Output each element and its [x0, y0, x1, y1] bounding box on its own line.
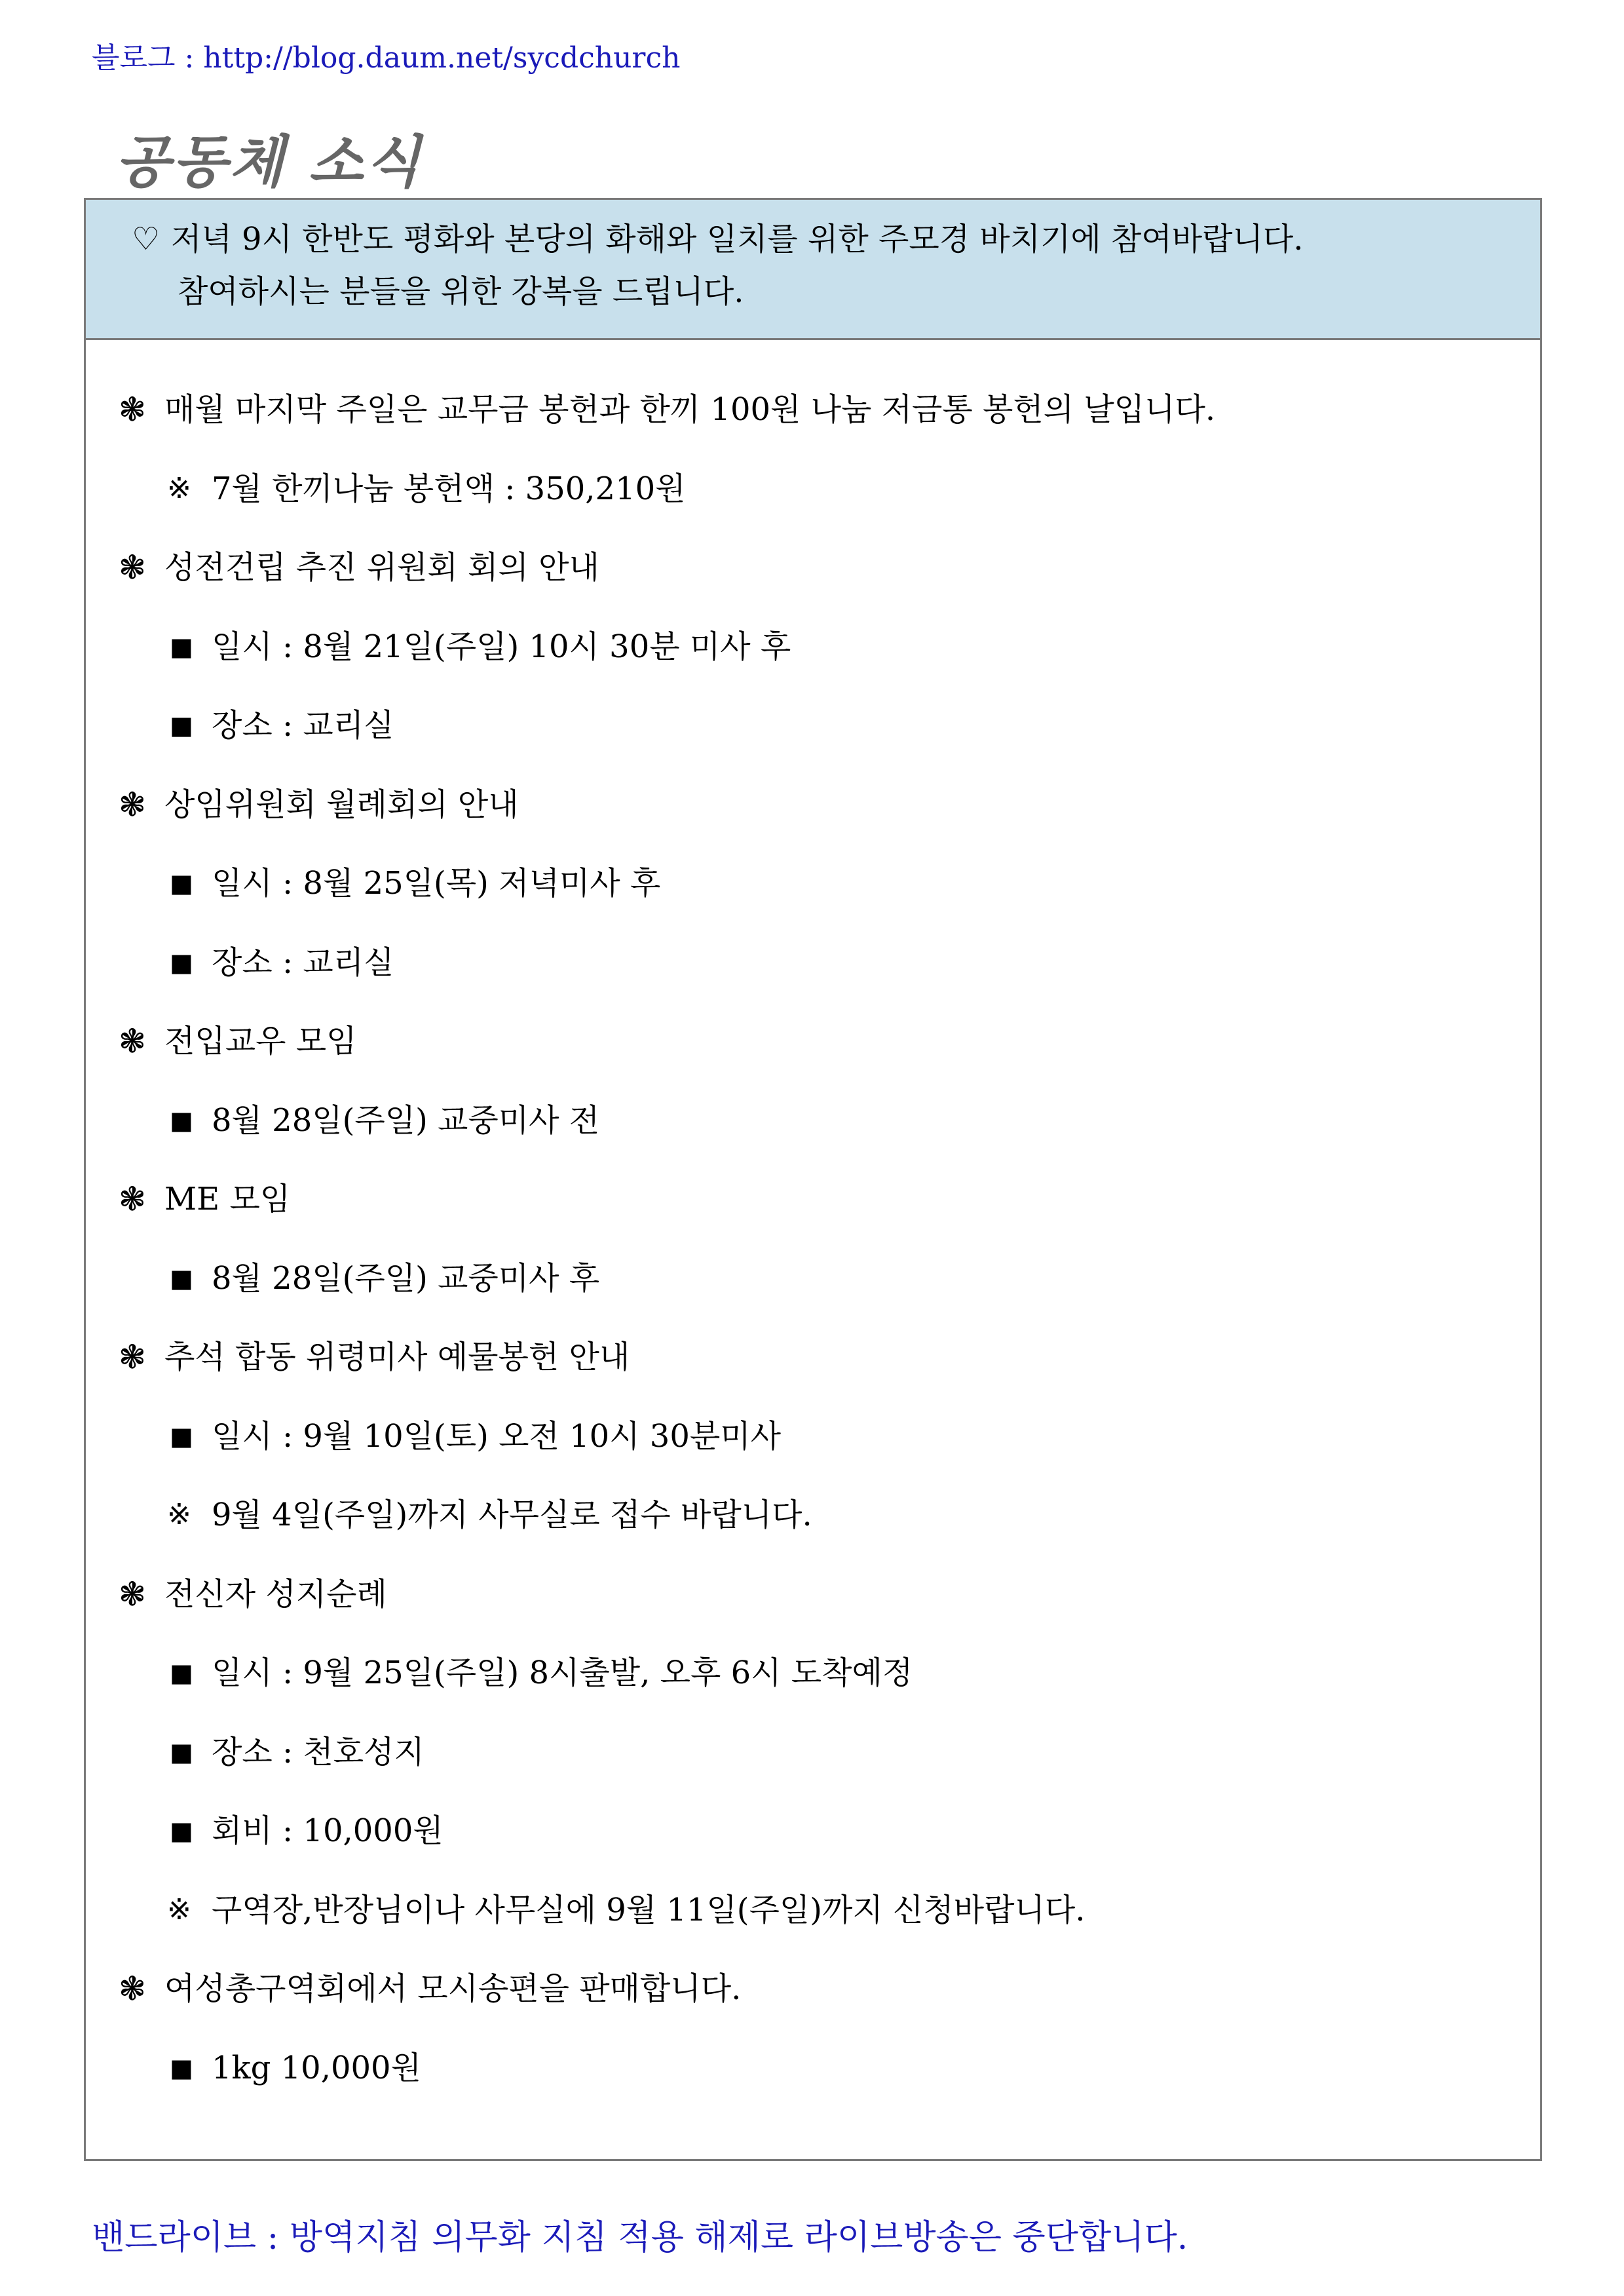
- news-item-text: 일시 : 9월 25일(주일) 8시출발, 오후 6시 도착예정: [212, 1655, 913, 1691]
- news-detail-item: [86, 1259, 1540, 1338]
- reference-mark-icon: ※: [167, 471, 191, 505]
- square-bullet-icon: ■: [170, 869, 193, 898]
- news-item-text: 매월 마지막 주일은 교무금 봉헌과 한끼 100원 나눔 저금통 봉헌의 날입니다.: [164, 391, 1216, 428]
- news-heading-item: [86, 1337, 1540, 1417]
- news-detail-item: [86, 1811, 1540, 1890]
- square-bullet-icon: ■: [170, 1105, 193, 1135]
- news-frame: [84, 198, 1542, 2161]
- news-item-text: 장소 : 교리실: [212, 944, 394, 981]
- flower-bullet-icon: ❃: [119, 1575, 146, 1613]
- news-heading-item: [86, 1179, 1540, 1259]
- news-item-text: 일시 : 9월 10일(토) 오전 10시 30분미사: [212, 1417, 781, 1455]
- news-item-text: 1kg 10,000원: [212, 2049, 421, 2086]
- news-item-text: ME 모임: [164, 1181, 291, 1217]
- square-bullet-icon: ■: [170, 1816, 193, 1845]
- news-heading-item: [86, 1022, 1540, 1101]
- prayer-notice-box: [86, 200, 1540, 340]
- news-detail-item: [86, 1417, 1540, 1496]
- flower-bullet-icon: ❃: [119, 548, 146, 586]
- news-item-text: 구역장,반장님이나 사무실에 9월 11일(주일)까지 신청바랍니다.: [212, 1891, 1086, 1928]
- news-item-text: 일시 : 8월 21일(주일) 10시 30분 미사 후: [212, 628, 791, 665]
- news-detail-item: [86, 627, 1540, 706]
- news-list: [86, 390, 1540, 2127]
- news-item-text: 장소 : 교리실: [212, 707, 394, 744]
- notice-line-1: [132, 220, 1304, 259]
- notice-line-2: 참여하시는 분들을 위한 강복을 드립니다.: [178, 273, 744, 310]
- news-detail-item: [86, 706, 1540, 785]
- news-note-item: [86, 1890, 1540, 1970]
- blog-address: 블로그 : http://blog.daum.net/sycdchurch: [92, 41, 681, 75]
- news-item-text: 7월 한끼나눔 봉헌액 : 350,210원: [212, 470, 686, 507]
- square-bullet-icon: ■: [170, 1737, 193, 1767]
- square-bullet-icon: ■: [170, 947, 193, 977]
- flower-bullet-icon: ❃: [119, 1180, 146, 1218]
- news-item-text: 상임위원회 월례회의 안내: [164, 786, 519, 823]
- flower-bullet-icon: ❃: [119, 785, 146, 824]
- flower-bullet-icon: ❃: [119, 391, 146, 429]
- news-item-text: 전입교우 모임: [164, 1023, 357, 1060]
- news-detail-item: [86, 1732, 1540, 1812]
- news-heading-item: [86, 785, 1540, 864]
- square-bullet-icon: ■: [170, 1658, 193, 1687]
- square-bullet-icon: ■: [170, 632, 193, 661]
- flower-bullet-icon: ❃: [119, 1970, 146, 2008]
- news-heading-item: [86, 1575, 1540, 1654]
- news-item-text: 8월 28일(주일) 교중미사 후: [212, 1259, 600, 1297]
- news-heading-item: [86, 548, 1540, 627]
- news-item-text: 전신자 성지순례: [164, 1575, 387, 1613]
- news-item-text: 성전건립 추진 위원회 회의 안내: [164, 549, 599, 586]
- news-detail-item: [86, 1653, 1540, 1732]
- square-bullet-icon: ■: [170, 711, 193, 740]
- news-item-text: 장소 : 천호성지: [212, 1733, 425, 1770]
- news-note-item: [86, 469, 1540, 548]
- square-bullet-icon: ■: [170, 1263, 193, 1293]
- news-item-text: 8월 28일(주일) 교중미사 전: [212, 1101, 600, 1139]
- reference-mark-icon: ※: [167, 1498, 191, 1531]
- news-item-text: 추석 합동 위령미사 예물봉헌 안내: [164, 1339, 630, 1375]
- news-item-text: 여성총구역회에서 모시송편을 판매합니다.: [164, 1970, 742, 2007]
- news-note-item: [86, 1495, 1540, 1575]
- news-detail-item: [86, 864, 1540, 943]
- page-title: 공동체 소식: [115, 130, 423, 195]
- notice-text-1: 저녁 9시 한반도 평화와 본당의 화해와 일치를 위한 주모경 바치기에 참여바랍니다.: [171, 221, 1304, 258]
- heart-outline-icon: ♡: [132, 221, 161, 258]
- news-detail-item: [86, 2048, 1540, 2128]
- band-live-notice: 밴드라이브 : 방역지침 의무화 지침 적용 해제로 라이브방송은 중단합니다.: [92, 2218, 1188, 2257]
- news-item-text: 회비 : 10,000원: [212, 1812, 444, 1849]
- news-item-text: 일시 : 8월 25일(목) 저녁미사 후: [212, 865, 661, 902]
- news-heading-item: [86, 1969, 1540, 2048]
- reference-mark-icon: ※: [167, 1892, 191, 1926]
- square-bullet-icon: ■: [170, 2053, 193, 2082]
- news-detail-item: [86, 943, 1540, 1022]
- flower-bullet-icon: ❃: [119, 1338, 146, 1376]
- news-detail-item: [86, 1101, 1540, 1180]
- news-heading-item: [86, 390, 1540, 469]
- flower-bullet-icon: ❃: [119, 1022, 146, 1060]
- news-item-text: 9월 4일(주일)까지 사무실로 접수 바랍니다.: [212, 1497, 812, 1533]
- square-bullet-icon: ■: [170, 1421, 193, 1451]
